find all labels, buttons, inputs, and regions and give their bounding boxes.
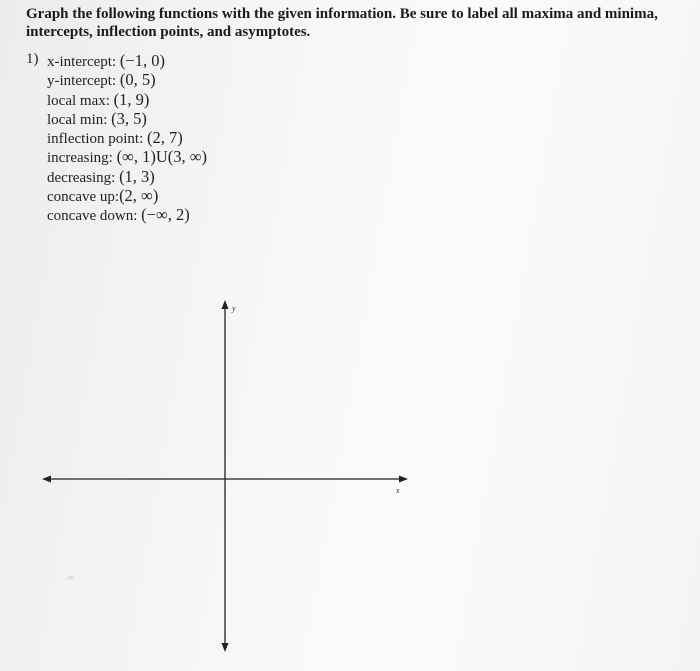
item-value: (2, ∞): [119, 186, 159, 206]
coordinate-grid: [40, 298, 420, 658]
x-axis-label: x: [396, 486, 400, 495]
problem-number: 1): [26, 51, 39, 67]
list-item-x-intercept: [47, 51, 347, 70]
x-axis-arrow-right-icon: [399, 476, 408, 483]
item-value: (0, 5): [119, 70, 156, 90]
item-value: (3, 5): [111, 108, 147, 128]
item-label: x-intercept:: [47, 54, 120, 70]
item-label: increasing:: [47, 150, 117, 167]
list-item-decreasing: [47, 167, 347, 186]
item-label: local max:: [47, 92, 114, 109]
y-axis-label: y: [232, 304, 236, 313]
item-label: concave down:: [47, 208, 142, 225]
list-item-y-intercept: [47, 70, 347, 89]
list-item-inflection-point: [47, 128, 347, 147]
instructions-heading: Graph the following functions with the given information. Be sure to label all maxima and minima, intercepts, inflection points, and asymptotes.: [26, 6, 658, 40]
list-item-local-max: [47, 90, 347, 109]
item-label: local min:: [47, 111, 112, 128]
item-label: decreasing:: [47, 169, 120, 186]
item-label: inflection point:: [47, 131, 147, 148]
item-label: y-intercept:: [47, 73, 120, 90]
item-value: (1, 3): [119, 166, 155, 186]
list-item-increasing: [47, 147, 347, 166]
item-value: (2, 7): [146, 128, 183, 148]
pencil-smudge-icon: [68, 576, 73, 579]
item-value: (1, 9): [113, 89, 150, 109]
list-item-concave-down: [47, 205, 347, 224]
list-item-local-min: [47, 109, 347, 128]
item-value: (−1, 0): [119, 51, 165, 70]
y-axis-arrow-up-icon: [222, 300, 229, 309]
item-value: (−∞, 2): [141, 205, 190, 225]
list-item-concave-up: [47, 186, 347, 205]
item-label: concave up:: [47, 189, 120, 206]
item-value: (∞, 1)U(3, ∞): [116, 147, 207, 167]
y-axis-arrow-down-icon: [222, 643, 229, 652]
given-information-list: [47, 51, 347, 225]
x-axis-arrow-left-icon: [42, 476, 51, 483]
